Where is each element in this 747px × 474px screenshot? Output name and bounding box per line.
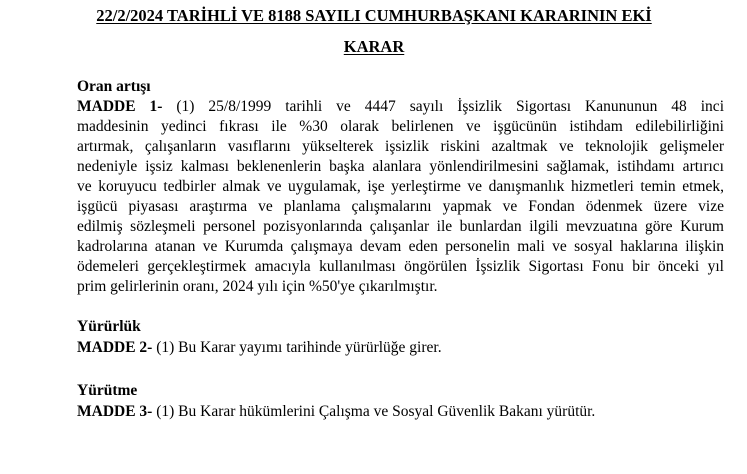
- section-heading-entry-into-force: Yürürlük: [77, 318, 141, 335]
- article-3-label: MADDE 3-: [77, 403, 153, 420]
- article-1-line-6: işgücü piyasası araştırma ve planlama çalışmalarını yapmak ve Fondan ödenmek üzere vize: [77, 198, 724, 215]
- article-1-line-3: artırmak, çalışanların vasıflarını yükselterek işsizlik riskini azaltmak ve teknolojik gelişmeler: [77, 138, 724, 155]
- section-heading-rate-increase: Oran artışı: [77, 78, 151, 95]
- article-1-line-5: ve koruyucu tedbirler almak ve uygulamak, işe yerleştirme ve danışmanlık hizmetleri temin etmek,: [77, 178, 724, 195]
- article-2-label: MADDE 2-: [77, 339, 153, 356]
- article-1-line-4: nedeniyle işsiz kalması beklenenlerin başka alanlara yönlendirilmesini sağlamak, istihdamı artırıcı: [77, 158, 724, 175]
- article-1-line-1: [77, 97, 724, 117]
- article-3-text: (1) Bu Karar hükümlerini Çalışma ve Sosyal Güvenlik Bakanı yürütür.: [156, 403, 596, 420]
- article-1: [77, 97, 724, 297]
- document-title-line-2: KARAR: [343, 37, 405, 56]
- article-1-line-8: kadrolarına atanan ve Kurumda çalışmaya devam eden personelin mali ve sosyal haklarına ilişkin: [77, 238, 724, 255]
- article-3: [77, 402, 595, 422]
- article-1-line-9: ödemeleri gerçekleştirmek amacıyla kullanılması öngörülen İşsizlik Sigortası Fonu bir önceki yıl: [77, 258, 724, 275]
- article-1-line-1-text: (1) 25/8/1999 tarihli ve 4447 sayılı İşsizlik Sigortası Kanununun 48 inci: [176, 98, 724, 115]
- document-title-line-1: 22/2/2024 TARİHLİ VE 8188 SAYILI CUMHURBAŞKANI KARARININ EKİ: [96, 6, 652, 25]
- section-heading-execution: Yürütme: [77, 382, 138, 399]
- article-1-label: MADDE 1-: [77, 98, 163, 115]
- article-1-line-10: prim gelirlerinin oranı, 2024 yılı için %50'ye çıkarılmıştır.: [77, 278, 438, 295]
- article-2: [77, 338, 442, 358]
- article-1-line-2: maddesinin yedinci fıkrası ile %30 olarak belirlenen ve işgücünün istihdam edilebilirliğini: [77, 118, 724, 135]
- article-2-text: (1) Bu Karar yayımı tarihinde yürürlüğe girer.: [156, 339, 442, 356]
- article-1-line-7: edilmiş sözleşmeli personel pozisyonlarında çalışanlar ile bunlardan ilgili mevzuatına göre Kurum: [77, 218, 724, 235]
